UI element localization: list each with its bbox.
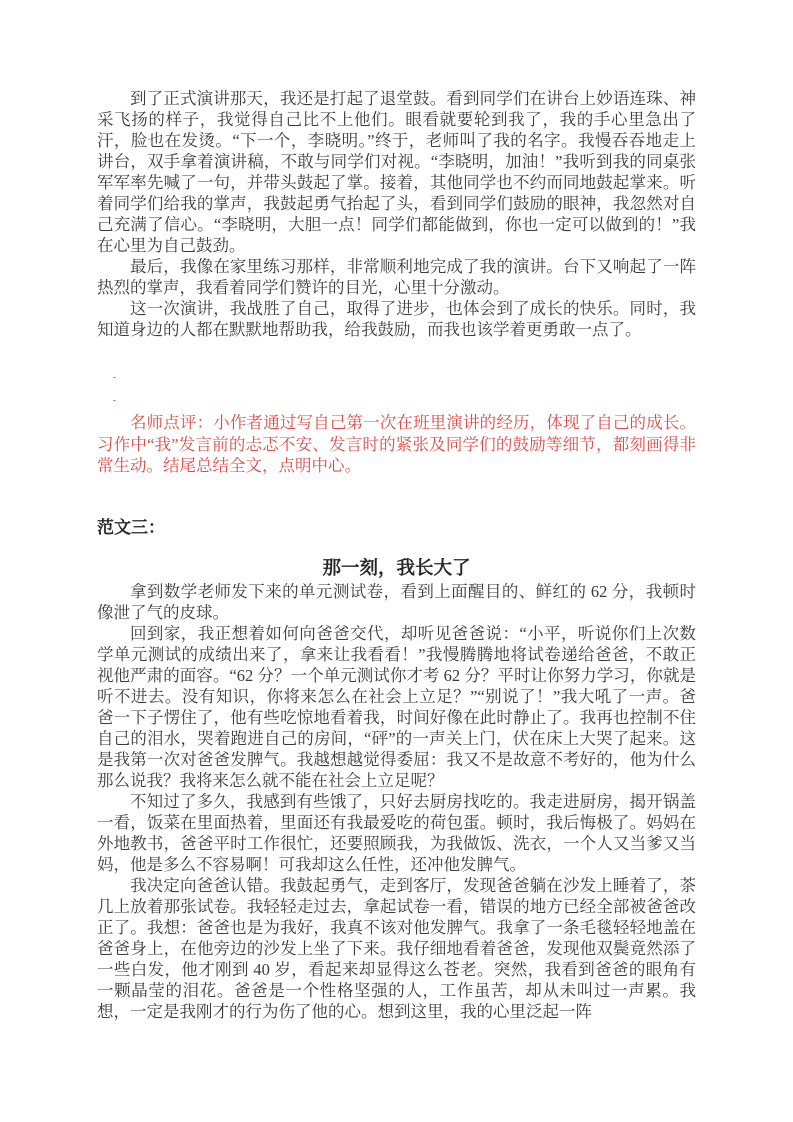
section-heading-fanwen-3: 范文三： [97, 517, 165, 537]
essay3-paragraph-apology: 我决定向爸爸认错。我鼓起勇气，走到客厅，发现爸爸躺在沙发上睡着了，茶几上放着那张试卷。我轻轻走过去，拿起试卷一看，错误的地方已经全部被爸爸改正了。我想：爸爸也是为我好，我真不该对他发脾气。我拿了一条毛毯轻轻地盖在爸爸身上，在他旁边的沙发上坐了下来。我仔细地看着爸爸，发现他双鬓竟然添了一些白发，他才刚到 40 岁，看起来却显得这么苍老。突然，我看到爸爸的眼角有一颗晶莹的泪花。爸爸是一个性格坚强的人，工作虽苦，却从未叫过一声累。我想，一定是我刚才的行为伤了他的心。想到这里，我的心里泛起一阵 [97, 875, 696, 1021]
essay2-paragraph-speech-day: 到了正式演讲那天，我还是打起了退堂鼓。看到同学们在讲台上妙语连珠、神采飞扬的样子，我觉得自己比不上他们。眼看就要轮到我了，我的手心里急出了汗，脸也在发烫。“下一个，李晓明。”终于，老师叫了我的名字。我慢吞吞地走上讲台，双手拿着演讲稿，不敢与同学们对视。“李晓明，加油！”我听到我的同桌张军军率先喊了一句，并带头鼓起了掌。接着，其他同学也不约而同地鼓起掌来。听着同学们给我的掌声，我鼓起勇气抬起了头，看到同学们鼓励的眼神，我忽然对自己充满了信心。“李晓明，大胆一点！同学们都能做到，你也一定可以做到的！”我在心里为自己鼓劲。 [97, 89, 696, 255]
essay3-title: 那一刻，我长大了 [322, 556, 471, 578]
stray-mark: - [113, 372, 116, 382]
essay3-paragraph-kitchen: 不知过了多久，我感到有些饿了，只好去厨房找吃的。我走进厨房，揭开锅盖一看，饭菜在里面热着，里面还有我最爱吃的荷包蛋。顿时，我后悔极了。妈妈在外地教书，爸爸平时工作很忙，还要照顾我，为我做饭、洗衣，一个人又当爹又当妈，他是多么不容易啊！可我却这么任性，还冲他发脾气。 [97, 791, 696, 874]
stray-red-marks [97, 366, 696, 412]
teacher-comment: 名师点评：小作者通过写自己第一次在班里演讲的经历，体现了自己的成长。习作中“我”发言前的忐忑不安、发言时的紧张及同学们的鼓励等细节，都刻画得非常生动。结尾总结全文，点明中心。 [97, 413, 696, 475]
essay2-paragraph-conclusion: 这一次演讲，我战胜了自己，取得了进步，也体会到了成长的快乐。同时，我知道身边的人都在默默地帮助我，给我鼓励，而我也该学着更勇敢一点了。 [97, 299, 696, 339]
essay3-paragraph-test-score: 拿到数学老师发下来的单元测试卷，看到上面醒目的、鲜红的 62 分，我顿时像泄了气的皮球。 [97, 581, 696, 622]
essay2-paragraph-finish: 最后，我像在家里练习那样，非常顺利地完成了我的演讲。台下又响起了一阵热烈的掌声，我看着同学们赞许的目光，心里十分激动。 [97, 257, 696, 297]
essay3-paragraph-father-scolds: 回到家，我正想着如何向爸爸交代，却听见爸爸说：“小平，听说你们上次数学单元测试的成绩出来了，拿来让我看看！”我慢腾腾地将试卷递给爸爸，不敢正视他严肃的面容。“62 分？一个单元测试你才考 62 分？平时让你努力学习，你就是听不进去。没有知识，你将来怎么在社会上立足？”“别说了！”我大吼了一声。爸爸一下子愣住了，他有些吃惊地看着我，时间好像在此时静止了。我再也控制不住自己的泪水，哭着跑进自己的房间，“砰”的一声关上门，伏在床上大哭了起来。这是我第一次对爸爸发脾气。我越想越觉得委屈：我又不是故意不考好的，他为什么那么说我？我将来怎么就不能在社会上立足呢？ [97, 623, 696, 790]
stray-mark: - [113, 395, 116, 405]
